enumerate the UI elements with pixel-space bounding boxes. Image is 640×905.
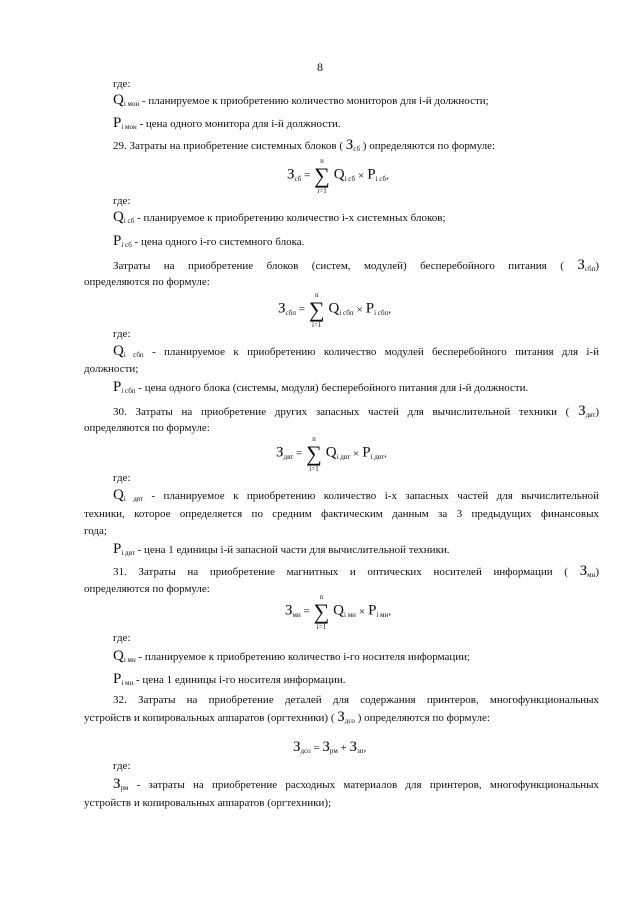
definition-line: Pi мон - цена одного монитора для i-й должности.: [113, 115, 341, 131]
where-label: где:: [113, 760, 131, 772]
definition-line: Pi мн - цена 1 единицы i-го носителя информации.: [113, 671, 346, 687]
sum-symbol: n ∑ i=1: [308, 291, 325, 329]
definition-line: Qi мн - планируемое к приобретению количество i-го носителя информации;: [113, 648, 471, 664]
definition-line-cont: техники, которое определяется по средним фактическим данным за 3 предыдущих финансовых: [84, 508, 599, 520]
where-label: где:: [113, 195, 131, 207]
definition-line: Qi сбп - планируемое к приобретению количество модулей бесперебойного питания для i-й: [113, 343, 599, 359]
section-heading: 32. Затраты на приобретение деталей для содержания принтеров, многофункциональных: [113, 694, 599, 706]
definition-line-cont: должности;: [84, 363, 139, 375]
sum-symbol: n ∑ i=1: [313, 593, 330, 631]
sum-symbol: n ∑ i=1: [306, 435, 322, 473]
formula: Здсо = Зрм + Ззп,: [293, 739, 367, 755]
section-heading-cont: определяются по формуле:: [84, 422, 210, 434]
definition-line-cont: года;: [84, 525, 107, 537]
formula: Зсбп = n ∑ i=1 Qi сбп × Pi сбп,: [278, 291, 392, 329]
section-heading: 30. Затраты на приобретение других запасных частей для вычислительной техники ( Здвт): [113, 403, 600, 419]
where-label: где:: [113, 78, 131, 90]
definition-line: Pi сб - цена одного i-го системного блока.: [113, 233, 305, 249]
definition-line: Pi сбп - цена одного блока (системы, модуля) бесперебойного питания для i-й должности.: [113, 379, 529, 395]
formula: Здвт = n ∑ i=1 Qi двт × Pi двт,: [276, 435, 387, 473]
section-heading-cont: устройств и копировальных аппаратов (оргтехники) ( Здсо ) определяются по формуле:: [84, 709, 490, 725]
page-number: 8: [317, 60, 323, 74]
definition-line-cont: устройств и копировальных аппаратов (оргтехники);: [84, 797, 332, 809]
section-heading: Затраты на приобретение блоков (систем, модулей) бесперебойного питания ( Зсбп): [113, 257, 599, 273]
definition-line: Зрм - затраты на приобретение расходных материалов для принтеров, многофункциональных: [113, 776, 599, 792]
section-heading: 29. Затраты на приобретение системных блоков ( Зсб ) определяются по формуле:: [113, 137, 496, 153]
section-heading-cont: определяются по формуле:: [84, 276, 210, 288]
definition-line: Qi сб - планируемое к приобретению количество i-х системных блоков;: [113, 209, 446, 225]
section-heading-cont: определяются по формуле:: [84, 583, 210, 595]
where-label: где:: [113, 632, 131, 644]
section-heading: 31. Затраты на приобретение магнитных и оптических носителей информации ( Змн): [113, 563, 599, 579]
where-label: где:: [113, 328, 131, 340]
definition-line: Qi двт - планируемое к приобретению количество i-х запасных частей для вычислительной: [113, 487, 599, 503]
formula: Змн = n ∑ i=1 Qi мн × Pi мн,: [285, 593, 392, 631]
formula: Зсб = n ∑ i=1 Qi сб × Pi сб,: [287, 157, 389, 195]
definition-line: Qi мон - планируемое к приобретению количество мониторов для i-й должности;: [113, 92, 489, 108]
where-label: где:: [113, 472, 131, 484]
sum-symbol: n ∑ i=1: [314, 157, 330, 195]
definition-line: Pi двт - цена 1 единицы i-й запасной части для вычислительной техники.: [113, 541, 450, 557]
